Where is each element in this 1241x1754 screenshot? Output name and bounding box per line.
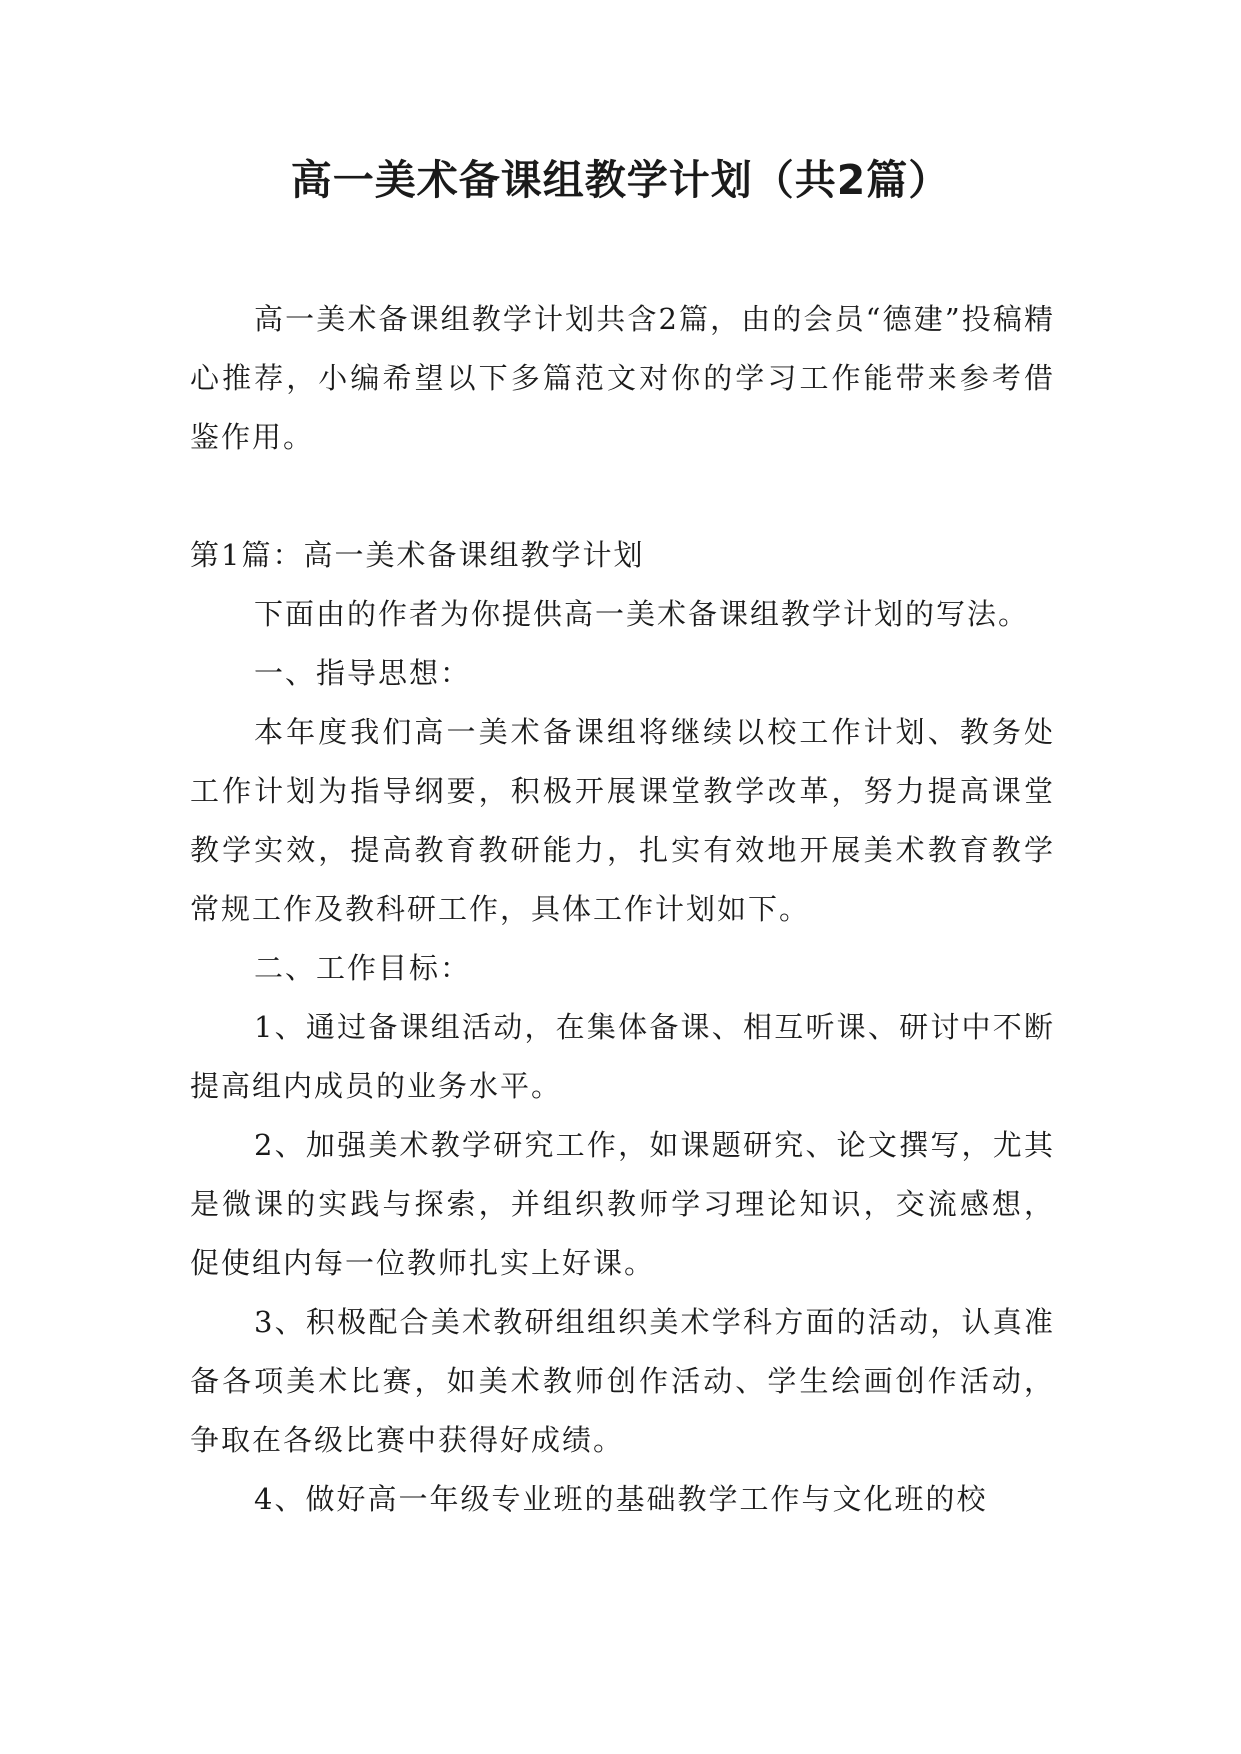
work-goal-2: 2、加强美术教学研究工作，如课题研究、论文撰写，尤其是微课的实践与探索，并组织教师学习理论知识，交流感想，促使组内每一位教师扎实上好课。	[190, 1128, 1055, 1280]
work-goals-heading: 二、工作目标：	[254, 951, 472, 985]
work-goal-1: 1、通过备课组活动，在集体备课、相互听课、研讨中不断提高组内成员的业务水平。	[190, 1010, 1055, 1103]
work-goal-4: 4、做好高一年级专业班的基础教学工作与文化班的校	[254, 1482, 988, 1516]
section-1-intro: 下面由的作者为你提供高一美术备课组教学计划的写法。	[254, 597, 1030, 631]
guiding-thought-paragraph: 本年度我们高一美术备课组将继续以校工作计划、教务处工作计划为指导纲要，积极开展课堂教学改革，努力提高课堂教学实效，提高教育教研能力，扎实有效地开展美术教育教学常规工作及教科研工作，具体工作计划如下。	[190, 715, 1055, 926]
document-body	[190, 290, 1055, 1529]
paragraph-gap	[190, 467, 1055, 526]
document-title: 高一美术备课组教学计划（共2篇）	[290, 156, 951, 204]
guiding-thought-heading: 一、指导思想：	[254, 656, 472, 690]
section-1-heading: 第1篇：高一美术备课组教学计划	[190, 538, 645, 572]
intro-paragraph: 高一美术备课组教学计划共含2篇，由的会员“德建”投稿精心推荐，小编希望以下多篇范文对你的学习工作能带来参考借鉴作用。	[190, 302, 1055, 454]
work-goal-3: 3、积极配合美术教研组组织美术学科方面的活动，认真准备各项美术比赛，如美术教师创作活动、学生绘画创作活动，争取在各级比赛中获得好成绩。	[190, 1305, 1055, 1457]
